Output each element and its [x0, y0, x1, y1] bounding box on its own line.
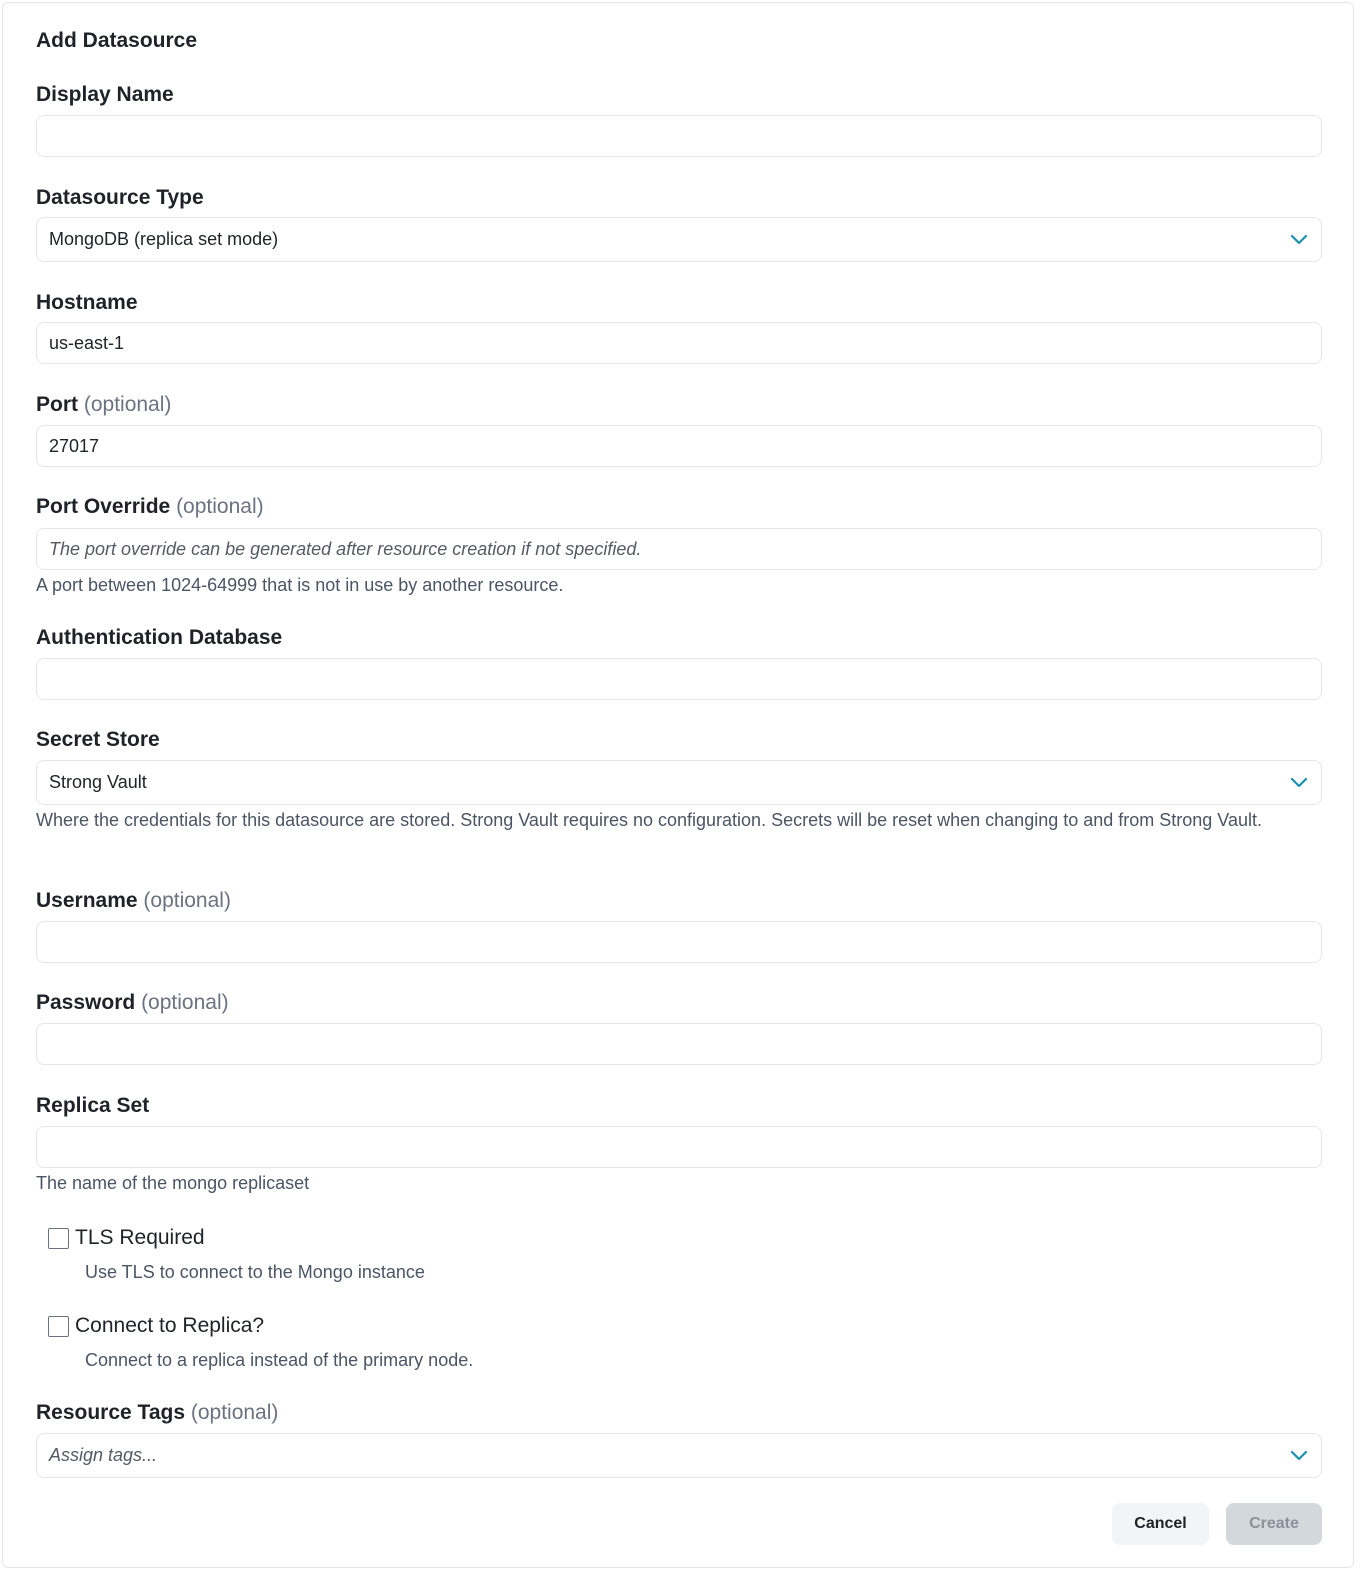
datasource-type-label: Datasource Type: [36, 186, 204, 209]
secret-store-value: Strong Vault: [49, 772, 147, 792]
display-name-label: Display Name: [36, 83, 174, 106]
datasource-type-select[interactable]: [36, 217, 1322, 262]
auth-database-label: Authentication Database: [36, 626, 283, 649]
resource-tags-select[interactable]: [36, 1433, 1322, 1478]
create-button[interactable]: Create: [1226, 1503, 1322, 1545]
tls-required-checkbox[interactable]: [48, 1228, 69, 1249]
replica-set-label: Replica Set: [36, 1094, 150, 1117]
secret-store-help: Where the credentials for this datasource are stored. Strong Vault requires no configuration. Secrets will be reset when changing to and from Strong Vault.: [36, 810, 1262, 830]
port-label: Port (optional): [36, 393, 172, 416]
replica-set-help: The name of the mongo replicaset: [36, 1173, 310, 1193]
connect-replica-checkbox[interactable]: [48, 1316, 69, 1337]
port-override-label: Port Override (optional): [36, 495, 264, 518]
tls-required-row[interactable]: [48, 1226, 205, 1250]
add-datasource-modal: [2, 2, 1354, 1568]
port-override-input[interactable]: [36, 528, 1322, 570]
resource-tags-label: Resource Tags (optional): [36, 1401, 279, 1424]
secret-store-label: Secret Store: [36, 728, 160, 751]
resource-tags-placeholder: Assign tags...: [49, 1445, 158, 1465]
replica-set-input[interactable]: [36, 1126, 1322, 1168]
auth-database-input[interactable]: [36, 658, 1322, 700]
port-input[interactable]: [36, 425, 1322, 467]
port-override-help: A port between 1024-64999 that is not in use by another resource.: [36, 575, 564, 595]
chevron-down-icon: [1289, 773, 1309, 793]
connect-replica-row[interactable]: [48, 1314, 264, 1338]
username-label: Username (optional): [36, 889, 231, 912]
password-label: Password (optional): [36, 991, 229, 1014]
tls-required-label: TLS Required: [75, 1226, 205, 1249]
display-name-input[interactable]: [36, 115, 1322, 157]
chevron-down-icon: [1289, 1446, 1309, 1466]
username-input[interactable]: [36, 921, 1322, 963]
datasource-type-value: MongoDB (replica set mode): [49, 229, 279, 249]
secret-store-select[interactable]: [36, 760, 1322, 805]
modal-title: Add Datasource: [36, 29, 198, 52]
password-input[interactable]: [36, 1023, 1322, 1065]
tls-required-help: Use TLS to connect to the Mongo instance: [85, 1262, 425, 1282]
hostname-input[interactable]: [36, 322, 1322, 364]
chevron-down-icon: [1289, 230, 1309, 250]
hostname-label: Hostname: [36, 291, 138, 314]
connect-replica-help: Connect to a replica instead of the primary node.: [85, 1350, 474, 1370]
cancel-button[interactable]: Cancel: [1112, 1503, 1209, 1545]
connect-replica-label: Connect to Replica?: [75, 1314, 265, 1337]
